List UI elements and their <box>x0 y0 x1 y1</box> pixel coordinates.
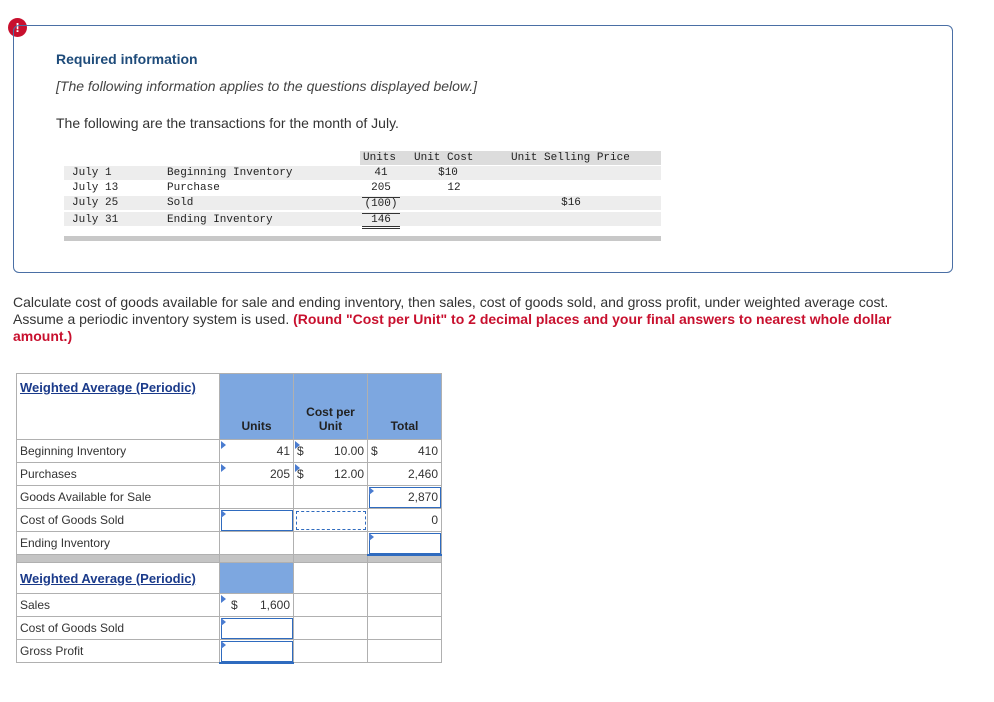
total-cell: $ 410 <box>368 440 442 463</box>
units-cell[interactable] <box>220 486 294 509</box>
tx-units: (100) <box>362 197 400 210</box>
table-row <box>17 640 442 663</box>
tx-desc: Ending Inventory <box>167 214 273 226</box>
empty-cell <box>294 563 368 594</box>
total-input[interactable] <box>368 532 442 555</box>
header-cell <box>220 563 294 594</box>
table-row <box>17 486 442 509</box>
alert-icon: ! <box>8 18 27 37</box>
tx-desc: Purchase <box>167 182 220 194</box>
tx-unit-cost: 12 <box>447 182 461 194</box>
row-label: Beginning Inventory <box>17 440 220 463</box>
empty-cell <box>294 594 368 617</box>
tx-units: 41 <box>374 167 388 179</box>
cost-of-goods-sold-input[interactable] <box>220 617 294 640</box>
units-input[interactable]: 205 <box>220 463 294 486</box>
tx-date: July 25 <box>72 197 119 209</box>
cost-per-unit-input[interactable]: $ 12.00 <box>294 463 368 486</box>
info-intro: The following are the transactions for the month of July. <box>56 115 399 131</box>
table-row <box>17 440 442 463</box>
tx-selling-price: $16 <box>561 197 581 209</box>
table-row <box>17 532 442 555</box>
table-title-cell <box>17 563 220 594</box>
table-row <box>17 617 442 640</box>
units-cell <box>220 532 294 555</box>
col-header-unit-cost: Unit Cost <box>414 152 474 164</box>
tx-date: July 13 <box>72 182 119 194</box>
units-input[interactable]: 41 <box>220 440 294 463</box>
table-row <box>17 563 442 594</box>
empty-cell <box>368 640 442 663</box>
total-header: Total <box>368 374 442 440</box>
tx-units: 146 <box>362 213 400 229</box>
cost-per-unit-header: Cost per Unit <box>294 374 368 440</box>
row-label: Sales <box>17 594 220 617</box>
separator-row <box>17 555 442 563</box>
transactions-footer-bar <box>64 236 661 241</box>
info-title: Required information <box>56 51 198 67</box>
row-label: Cost of Goods Sold <box>17 509 220 532</box>
sales-input[interactable]: $ 1,600 <box>220 594 294 617</box>
table-title: Weighted Average (Periodic) <box>20 570 196 586</box>
empty-cell <box>368 594 442 617</box>
gross-profit-input[interactable] <box>220 640 294 663</box>
tx-unit-cost: $10 <box>438 167 458 179</box>
row-label: Cost of Goods Sold <box>17 617 220 640</box>
empty-cell <box>294 640 368 663</box>
cost-per-unit-input[interactable] <box>294 509 368 532</box>
table-row <box>17 594 442 617</box>
empty-cell <box>368 563 442 594</box>
total-cell: 2,460 <box>368 463 442 486</box>
col-header-units: Units <box>363 152 397 164</box>
cost-per-unit-cell <box>294 532 368 555</box>
empty-cell <box>368 617 442 640</box>
cost-per-unit-input[interactable]: $ 10.00 <box>294 440 368 463</box>
row-label: Ending Inventory <box>17 532 220 555</box>
row-label: Goods Available for Sale <box>17 486 220 509</box>
cost-per-unit-cell <box>294 486 368 509</box>
empty-cell <box>294 617 368 640</box>
table-row <box>17 463 442 486</box>
tx-date: July 1 <box>72 167 112 179</box>
row-band <box>64 166 661 180</box>
table-title-cell <box>17 374 220 440</box>
total-input[interactable]: 2,870 <box>368 486 442 509</box>
row-label: Purchases <box>17 463 220 486</box>
weighted-average-table <box>16 373 442 664</box>
tx-desc: Beginning Inventory <box>167 167 293 179</box>
table-row <box>17 509 442 532</box>
units-header: Units <box>220 374 294 440</box>
question-text <box>13 294 933 345</box>
total-cell: 0 <box>368 509 442 532</box>
tx-units: 205 <box>371 182 391 194</box>
info-note: [The following information applies to the questions displayed below.] <box>56 78 478 94</box>
units-input[interactable] <box>220 509 294 532</box>
tx-desc: Sold <box>167 197 194 209</box>
tx-date: July 31 <box>72 214 119 226</box>
col-header-unit-selling-price: Unit Selling Price <box>511 152 630 164</box>
row-label: Gross Profit <box>17 640 220 663</box>
rounding-instruction: (Round "Cost per Unit" to 2 decimal places and your final answers to nearest whole dollar amount.) <box>13 311 892 344</box>
table-title: Weighted Average (Periodic) <box>20 380 196 395</box>
question-body: Calculate cost of goods available for sale and ending inventory, then sales, cost of goods sold, and gross profit, under weighted average cost. Assume a periodic inventory system is used. <box>13 294 889 327</box>
